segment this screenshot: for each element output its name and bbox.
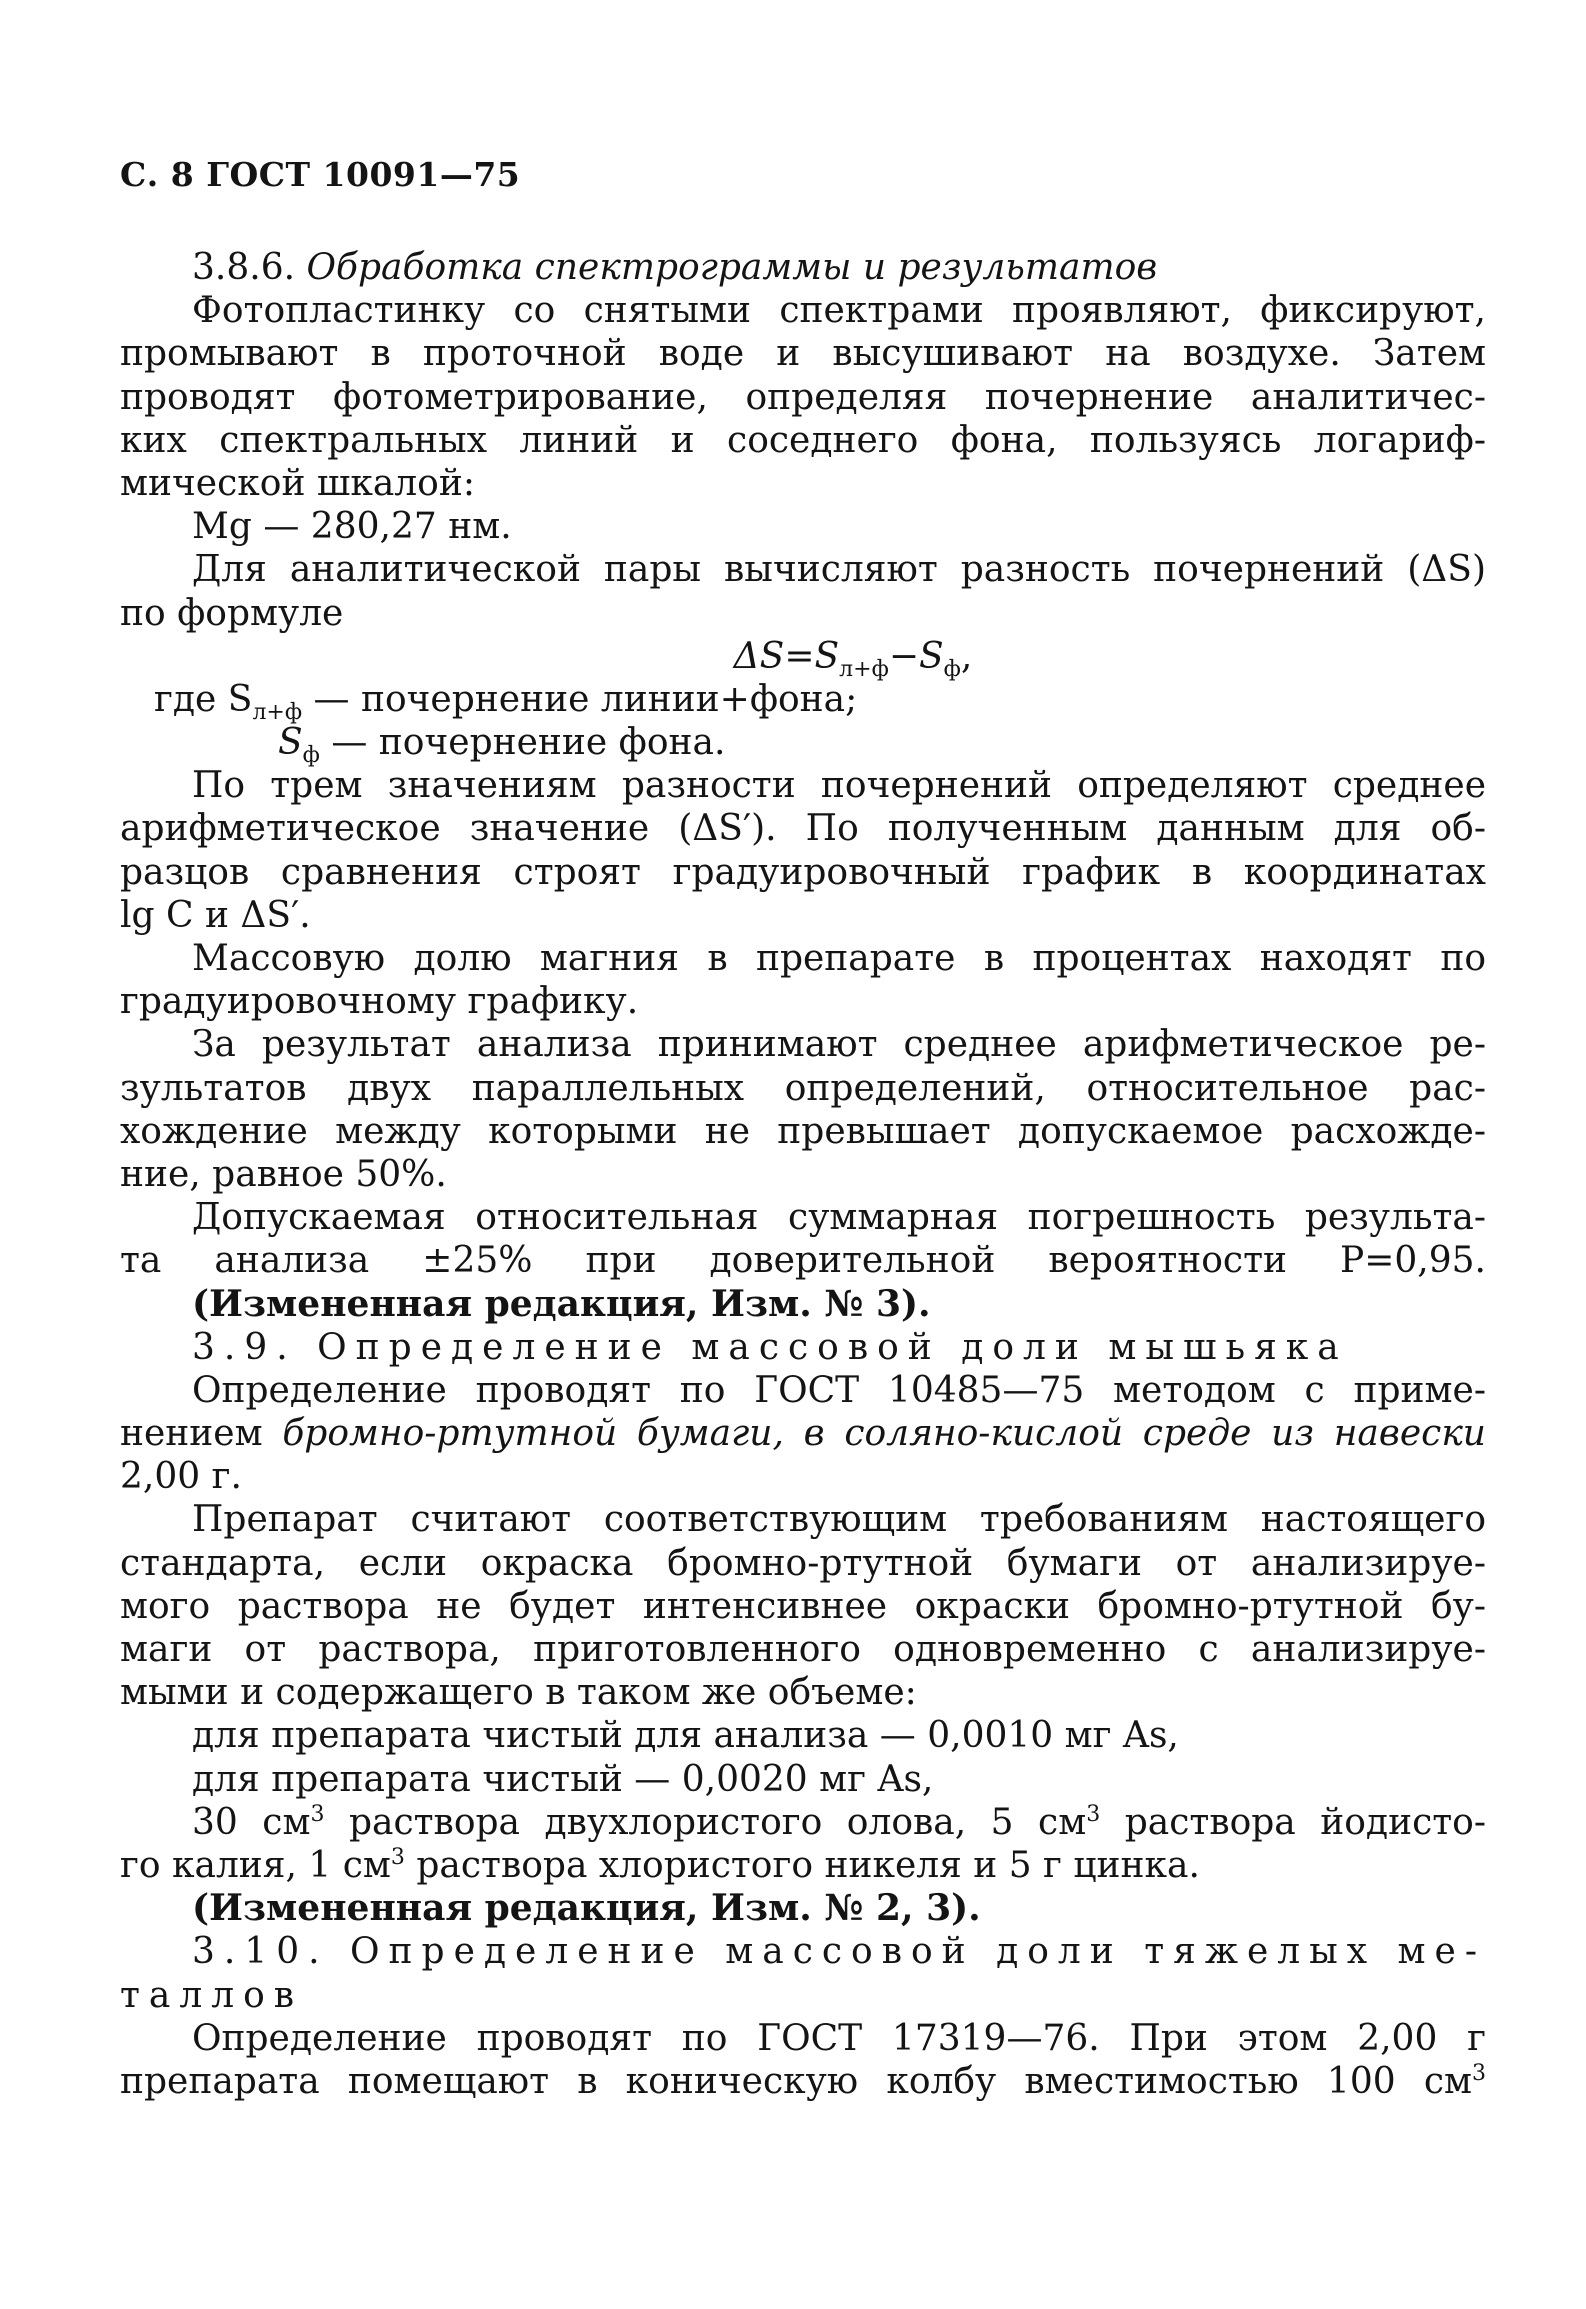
- paragraph-line: проводят фотометрирование, определяя почернение аналитичес-: [120, 376, 1486, 418]
- paragraph-line: 2,00 г.: [120, 1456, 242, 1498]
- paragraph-line: разцов сравнения строят градуировочный график в координатах: [120, 851, 1486, 893]
- paragraph-line: ких спектральных линий и соседнего фона, пользуясь логариф-: [120, 419, 1486, 461]
- where-definition-1: где $S_{л+ф}$ — почернение линии+фона;: [154, 678, 858, 726]
- paragraph-line: Определение проводят по ГОСТ 17319—76. При этом 2,00 г: [192, 2017, 1486, 2059]
- section-3-10-heading-cont: таллов: [120, 1974, 304, 2016]
- section-3-8-6-heading: [120, 246, 1486, 289]
- paragraph-line: хождение между которыми не превышает допускаемое расхожде-: [120, 1110, 1486, 1152]
- list-item: для препарата чистый — 0,0020 мг As,: [192, 1758, 934, 1800]
- paragraph-line: Допускаемая относительная суммарная погрешность результа-: [192, 1197, 1486, 1239]
- section-3-9-heading: 3.9. Определение массовой доли мышьяка: [192, 1326, 1348, 1368]
- amendment-note: (Измененная редакция, Изм. № 2, 3).: [192, 1887, 981, 1930]
- paragraph-line: За результат анализа принимают среднее арифметическое ре-: [192, 1024, 1486, 1066]
- paragraph-line: Определение проводят по ГОСТ 10485—75 методом с приме-: [192, 1369, 1486, 1411]
- amendment-note: (Измененная редакция, Изм. № 3).: [192, 1282, 931, 1325]
- paragraph-line: стандарта, если окраска бромно-ртутной бумаги от анализируе-: [120, 1542, 1486, 1584]
- list-item: для препарата чистый для анализа — 0,0010 мг As,: [192, 1715, 1179, 1757]
- paragraph-line: нением бромно-ртутной бумаги, в соляно-кислой среде из навески: [120, 1413, 1486, 1455]
- paragraph-line: Препарат считают соответствующим требованиям настоящего: [192, 1499, 1486, 1541]
- section-number: 3.8.6.: [192, 247, 307, 288]
- paragraph-line: препарата помещают в коническую колбу вместимостью 100 $см^3$: [120, 2060, 1486, 2102]
- paragraph-line: маги от раствора, приготовленного одновременно с анализируе-: [120, 1629, 1486, 1670]
- where-definition-2: $S_ф$ — почернение фона.: [278, 722, 726, 769]
- paragraph-line: Для аналитической пары вычисляют разность почернений (ΔS): [192, 549, 1486, 591]
- paragraph-line: Фотопластинку со снятыми спектрами проявляют, фиксируют,: [192, 290, 1486, 332]
- paragraph-line: промывают в проточной воде и высушивают на воздухе. Затем: [120, 333, 1486, 375]
- paragraph-line: ние, равное 50%.: [120, 1153, 447, 1195]
- paragraph-line: По трем значениям разности почернений определяют среднее: [192, 765, 1486, 807]
- paragraph-line: мической шкалой:: [120, 462, 475, 504]
- document-page: [120, 155, 1486, 2103]
- paragraph-line: lg C и ΔS′.: [120, 894, 311, 936]
- paragraph-line: го калия, 1 $см^3$ раствора хлористого никеля и 5 г цинка.: [120, 1844, 1200, 1886]
- paragraph-line: Массовую долю магния в препарате в процентах находят по: [192, 938, 1486, 979]
- paragraph-line: 30 $см^3$ раствора двухлористого олова, 5 $см^3$ раствора йодисто-: [192, 1801, 1487, 1843]
- section-3-10-heading: 3.10. Определение массовой доли тяжелых ме-: [192, 1931, 1486, 1973]
- formula-delta-s: $\Delta S=S_{л+ф}-S_ф$,: [733, 635, 973, 682]
- paragraph-line: градуировочному графику.: [120, 981, 639, 1023]
- paragraph-line: по формуле: [120, 592, 344, 634]
- page-header: С. 8 ГОСТ 10091—75: [120, 155, 521, 194]
- paragraph-line: мыми и содержащего в таком же объеме:: [120, 1672, 917, 1714]
- magnesium-line: Mg — 280,27 нм.: [192, 506, 512, 548]
- paragraph-line: та анализа ±25% при доверительной вероятности P=0,95.: [120, 1240, 1486, 1282]
- paragraph-line: арифметическое значение (ΔS′). По полученным данным для об-: [120, 808, 1486, 850]
- paragraph-line: мого раствора не будет интенсивнее окраски бромно-ртутной бу-: [120, 1585, 1486, 1627]
- section-title: Обработка спектрограммы и результатов: [306, 247, 1158, 288]
- paragraph-line: зультатов двух параллельных определений, относительное рас-: [120, 1067, 1486, 1109]
